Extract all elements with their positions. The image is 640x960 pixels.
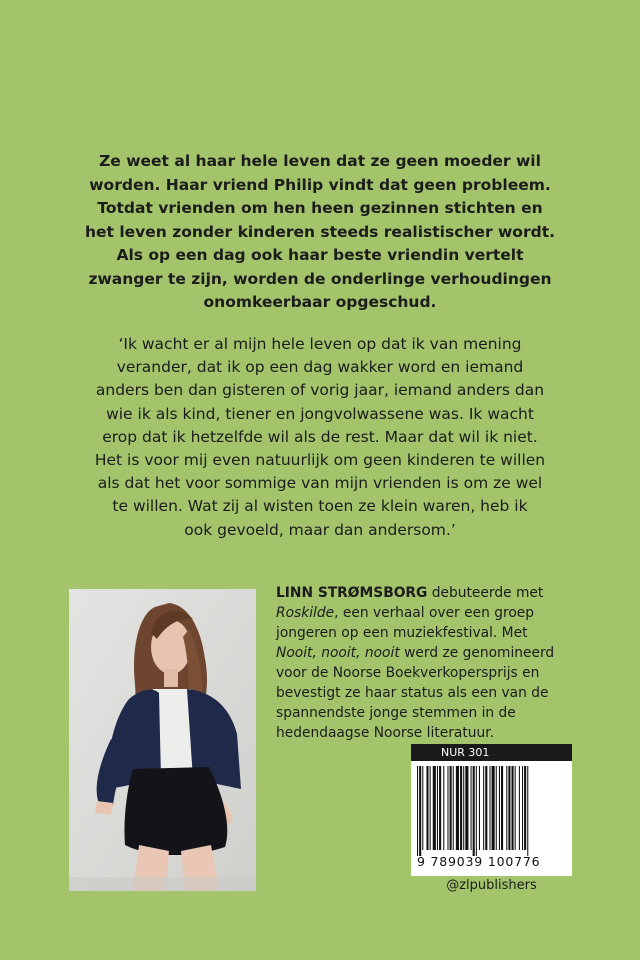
barcode-bar (419, 766, 421, 856)
barcode-block (411, 744, 572, 876)
barcode-bar (479, 766, 480, 850)
blurb-line: Ze weet al haar hele leven dat ze geen moeder wil (99, 152, 541, 170)
bio-text (276, 583, 566, 743)
quote-line: ‘Ik wacht er al mijn hele leven op dat ik van mening (118, 335, 522, 353)
quote-line: te willen. Wat zij al wisten toen ze klein waren, heb ik (112, 497, 528, 516)
barcode (417, 766, 566, 856)
author-name: LINN STRØMSBORG (276, 585, 428, 601)
barcode-bar (430, 766, 431, 850)
blurb-line: Totdat vrienden om hen heen gezinnen stichten en (97, 199, 543, 217)
blurb-line: het leven zonder kinderen steeds realistischer wordt. (84, 222, 555, 241)
blurb-line: Als op een dag ook haar beste vriendin vertelt (116, 246, 524, 264)
quote-line: erop dat ik hetzelfde wil als de rest. Maar dat wil ik niet. (102, 427, 538, 446)
barcode-bar (443, 766, 444, 850)
blurb-line: worden. Haar vriend Philip vindt dat geen probleem. (89, 175, 551, 194)
barcode-bar (492, 766, 495, 850)
blurb-line: zwanger te zijn, worden de onderlinge verhoudingen (88, 269, 552, 288)
barcode-bar (426, 766, 428, 850)
quote-line: wie ik als kind, tiener en jongvolwassene was. Ik wacht (106, 404, 534, 423)
barcode-bar (476, 766, 477, 856)
bio-segment: werd ze genomineerd voor de Noorse Boekverkopersprijs en bevestigt ze haar status als een van de spannendste jonge stemmen in de hedendaagse Noorse literatuur. (276, 645, 555, 741)
barcode-bar (508, 766, 510, 850)
isbn-number: 9 789039 100776 (417, 854, 541, 869)
barcode-bar (485, 766, 487, 850)
barcode-bar (483, 766, 484, 850)
barcode-bar (527, 766, 528, 856)
author-photo (69, 589, 256, 891)
quote-line: als dat het voor sommige van mijn vrienden is om ze wel (97, 474, 543, 493)
barcode-bar (439, 766, 441, 850)
quote-line: ook gevoeld, maar dan andersom.’ (184, 520, 456, 539)
blurb-line: onomkeerbaar opgeschud. (203, 293, 437, 311)
barcode-bar (512, 766, 514, 850)
back-cover-blurb (70, 150, 570, 315)
bio-segment: debuteerde met (427, 585, 544, 601)
book-title: Nooit, nooit, nooit (276, 645, 400, 661)
barcode-bar (473, 766, 475, 856)
barcode-bar (453, 766, 454, 850)
barcode-bar (501, 766, 503, 850)
barcode-bar (489, 766, 490, 850)
barcode-bar (506, 766, 507, 850)
barcode-bar (465, 766, 468, 850)
book-title: Roskilde (276, 605, 335, 621)
barcode-bar (447, 766, 448, 850)
barcode-bar (422, 766, 423, 850)
quote-line: anders ben dan gisteren of vorig jaar, iemand anders dan (95, 381, 545, 400)
barcode-bar (417, 766, 418, 856)
barcode-bar (463, 766, 464, 850)
book-quote (62, 333, 578, 542)
barcode-bar (456, 766, 459, 850)
author-bio (276, 583, 566, 743)
quote-line: verander, dat ik op een dag wakker word en iemand (116, 358, 524, 377)
barcode-bar (499, 766, 500, 850)
barcode-bar (450, 766, 452, 850)
bio-segment: , een verhaal over een groep jongeren op een muziekfestival. Met (276, 605, 535, 641)
barcode-bar (460, 766, 462, 850)
quote-line: Het is voor mij even natuurlijk om geen kinderen te willen (94, 451, 546, 470)
nur-label: NUR 301 (411, 744, 572, 761)
publisher-handle: @zlpublishers (446, 878, 537, 893)
barcode-bar (524, 766, 526, 850)
barcode-bar (437, 766, 438, 850)
barcode-bar (522, 766, 523, 850)
barcode-bar (515, 766, 516, 850)
barcode-bar (433, 766, 436, 850)
barcode-bar (471, 766, 472, 850)
barcode-bar (519, 766, 520, 850)
barcode-bar (496, 766, 497, 850)
